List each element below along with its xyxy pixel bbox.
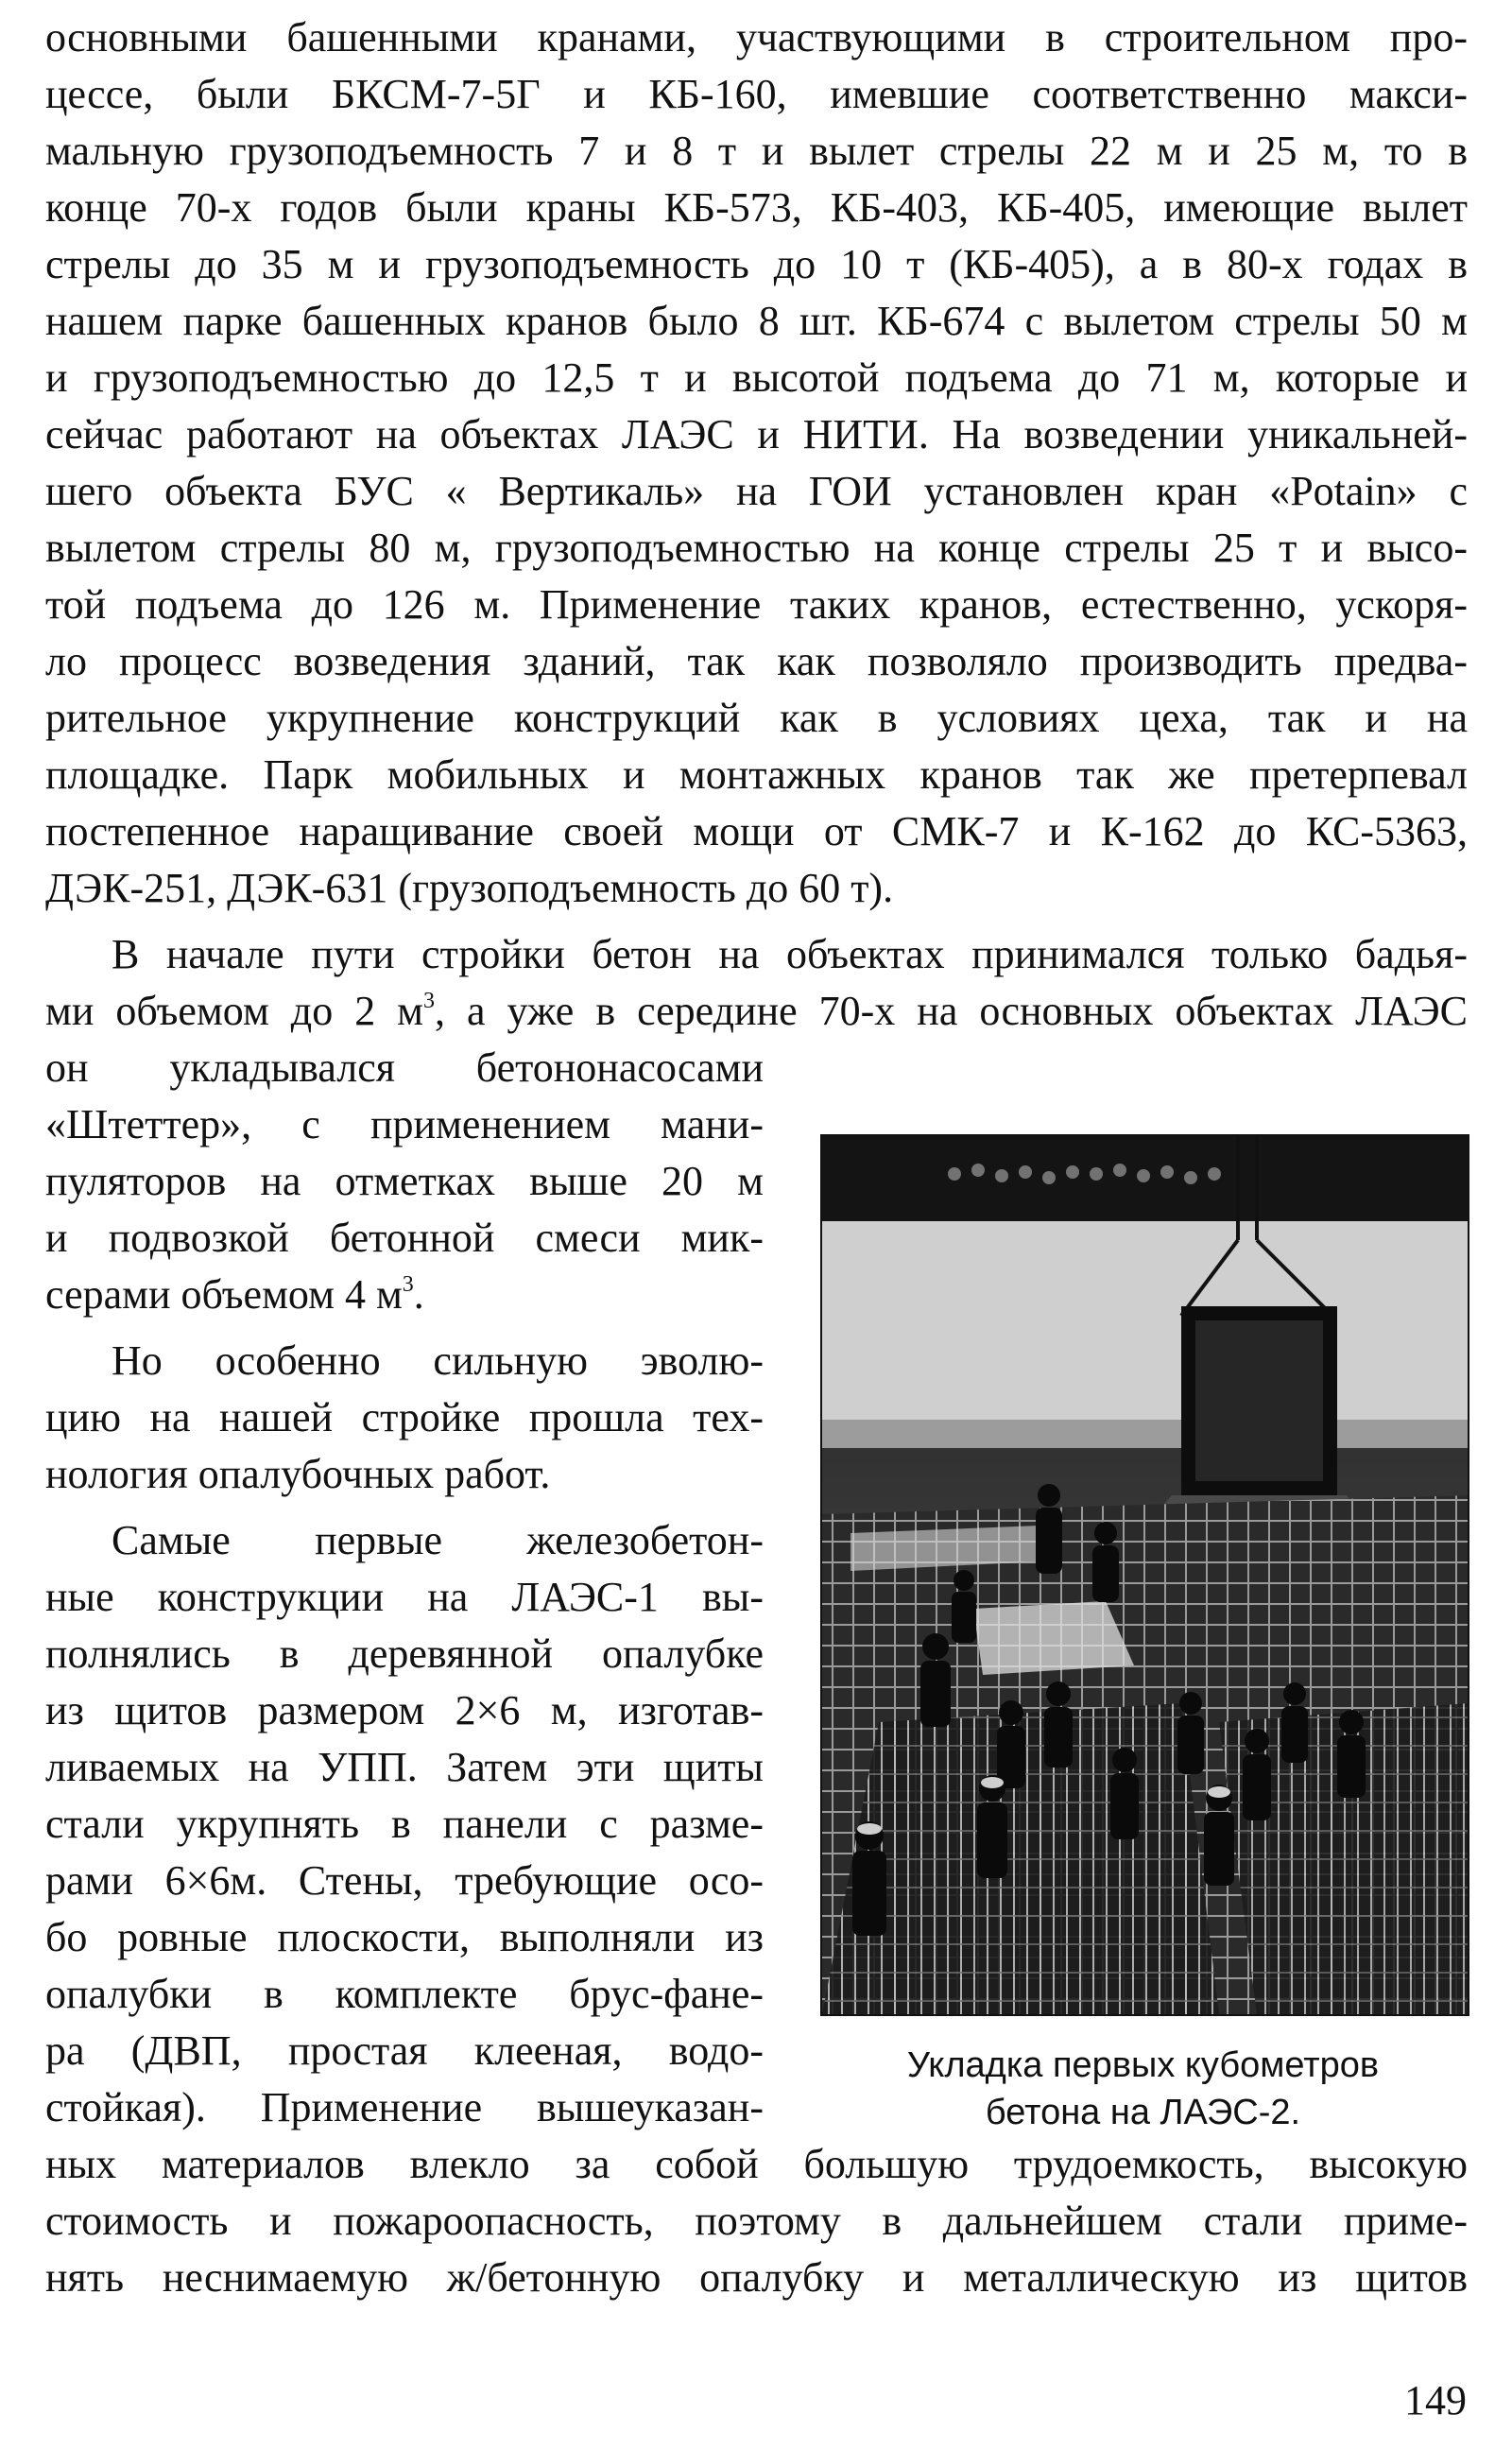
text-line: конце 70-х годов были краны КБ-573, КБ-403, КБ-405, имеющие вылет: [45, 184, 1468, 231]
text-line: Самые первые железобетон-: [112, 1517, 764, 1563]
text-line: опалубки в комплекте брус-фане-: [45, 1971, 764, 2017]
superscript: 3: [402, 1272, 414, 1297]
text-line: [45, 1267, 764, 1323]
text-line: стойкая). Применение вышеуказан-: [45, 2084, 764, 2130]
construction-photo: [820, 1134, 1469, 2016]
text-line: полнялись в деревянной опалубке: [45, 1630, 764, 1677]
text-line: нология опалубочных работ.: [45, 1451, 551, 1497]
page-number: 149: [1404, 2377, 1467, 2423]
text-line: Но особенно сильную эволю-: [112, 1337, 764, 1384]
text-line: ливаемых на УПП. Затем эти щиты: [45, 1744, 764, 1790]
text-line: ло процесс возведения зданий, так как позволяло производить предва-: [45, 638, 1468, 684]
text-line: из щитов размером 2×6 м, изготав-: [45, 1687, 764, 1733]
text-line: сейчас работают на объектах ЛАЭС и НИТИ. На возведении уникальней-: [45, 411, 1468, 457]
photo-illustration: [822, 1136, 1468, 2014]
text-fragment: серами объемом 4 м: [45, 1271, 403, 1318]
text-line: стоимость и пожароопасность, поэтому в дальнейшем стали приме-: [45, 2198, 1468, 2244]
text-line: нашем парке башенных кранов было 8 шт. КБ-674 с вылетом стрелы 50 м: [45, 298, 1468, 344]
text-line: ных материалов влекло за собой большую трудоемкость, высокую: [45, 2141, 1468, 2187]
text-line: В начале пути стройки бетон на объектах принимался только бадья-: [112, 931, 1468, 977]
text-line: стрелы до 35 м и грузоподъемность до 10 т (КБ-405), а в 80-х годах в: [45, 241, 1468, 287]
photo-caption-line: бетона на ЛАЭС-2.: [985, 2093, 1301, 2132]
photo-caption-line: Укладка первых кубометров: [906, 2045, 1380, 2085]
text-fragment: ми объемом до 2 м: [45, 988, 424, 1034]
text-fragment: , а уже в середине 70-х на основных объектах ЛАЭС: [435, 988, 1468, 1034]
text-line: ные конструкции на ЛАЭС-1 вы-: [45, 1574, 764, 1620]
text-line: мальную грузоподъемность 7 и 8 т и вылет стрелы 22 м и 25 м, то в: [45, 128, 1468, 174]
text-line: основными башенными кранами, участвующими в строительном про-: [45, 14, 1468, 60]
text-line: ДЭК-251, ДЭК-631 (грузоподъемность до 60 т).: [45, 865, 894, 911]
text-line: ра (ДВП, простая клееная, водо-: [45, 2027, 764, 2074]
text-line: и грузоподъемностью до 12,5 т и высотой подъема до 71 м, которые и: [45, 354, 1468, 401]
text-line: «Штеттер», с применением мани-: [45, 1101, 764, 1147]
text-line: бо ровные плоскости, выполняли из: [45, 1914, 764, 1960]
text-line: цессе, были БКСМ-7-5Г и КБ-160, имевшие соответственно макси-: [45, 71, 1468, 117]
text-line: постепенное наращивание своей мощи от СМК-7 и К-162 до КС-5363,: [45, 808, 1468, 854]
text-line: той подъема до 126 м. Применение таких кранов, естественно, ускоря-: [45, 581, 1468, 628]
text-fragment: .: [413, 1271, 424, 1318]
text-line: нять неснимаемую ж/бетонную опалубку и металлическую из щитов: [45, 2254, 1468, 2301]
superscript: 3: [423, 989, 436, 1013]
text-line: он укладывался бетононасосами: [45, 1044, 764, 1091]
text-line: пуляторов на отметках выше 20 м: [45, 1158, 764, 1204]
text-line: цию на нашей стройке прошла тех-: [45, 1394, 764, 1440]
text-line: рительное укрупнение конструкций как в условиях цеха, так и на: [45, 695, 1468, 741]
text-line: и подвозкой бетонной смеси мик-: [45, 1215, 764, 1261]
text-line: шего объекта БУС « Вертикаль» на ГОИ установлен кран «Potain» с: [45, 468, 1468, 514]
text-line: рами 6×6м. Стены, требующие осо-: [45, 1857, 764, 1904]
text-line: вылетом стрелы 80 м, грузоподъемностью на конце стрелы 25 т и высо-: [45, 525, 1468, 571]
text-line: площадке. Парк мобильных и монтажных кранов так же претерпевал: [45, 751, 1468, 798]
text-line: [45, 983, 1468, 1040]
text-line: стали укрупнять в панели с разме-: [45, 1801, 764, 1847]
